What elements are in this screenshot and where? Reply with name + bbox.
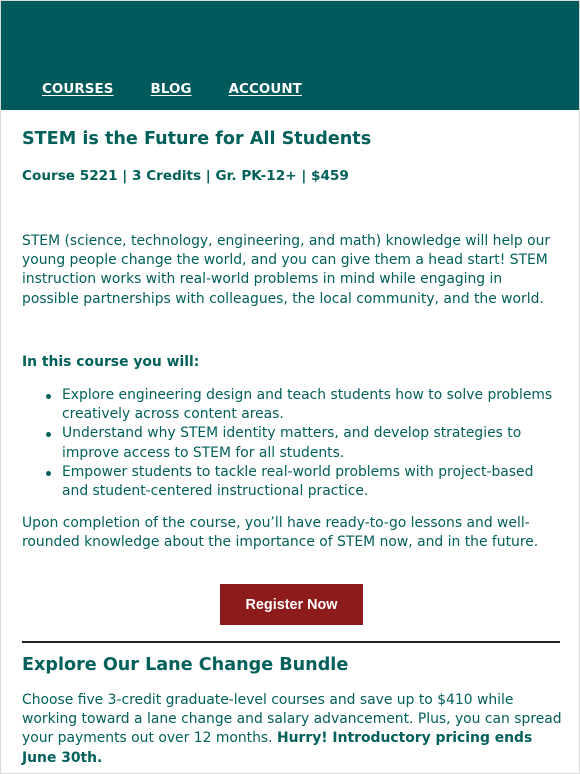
course-bullet-list	[22, 386, 560, 501]
course-subhead: In this course you will:	[22, 354, 200, 370]
nav-courses-link[interactable]: COURSES	[42, 82, 114, 97]
list-item: Empower students to tackle real-world problems with project-based and student-centered instructional practice.	[22, 463, 560, 501]
bundle-emphasis: Hurry! Introductory pricing ends June 30th.	[22, 730, 533, 766]
register-now-button[interactable]: Register Now	[220, 584, 363, 625]
nav-blog-link[interactable]: BLOG	[150, 82, 192, 97]
bundle-text	[22, 691, 562, 768]
header-bar	[1, 1, 580, 110]
list-item: Understand why STEM identity matters, and develop strategies to improve access to STEM for all students.	[22, 424, 560, 462]
main-nav	[42, 82, 302, 97]
course-outro: Upon completion of the course, you’ll have ready-to-go lessons and well-rounded knowledge about the importance of STEM now, and in the future.	[22, 515, 539, 551]
list-item: Explore engineering design and teach students how to solve problems creatively across content areas.	[22, 386, 560, 424]
bundle-body: Choose five 3-credit graduate-level courses and save up to $410 while working toward a lane change and salary advancement. Plus, you can spread your payments out over 12 months.	[22, 692, 562, 747]
bundle-title: Explore Our Lane Change Bundle	[22, 655, 349, 675]
course-meta: Course 5221 | 3 Credits | Gr. PK-12+ | $459	[22, 168, 349, 184]
nav-account-link[interactable]: ACCOUNT	[228, 82, 302, 97]
course-intro: STEM (science, technology, engineering, and math) knowledge will help our young people change the world, and you can give them a head start! STEM instruction works with real-world problems in mind while engaging in possible partnerships with colleagues, the local community, and the world.	[22, 233, 551, 307]
course-title: STEM is the Future for All Students	[22, 129, 372, 149]
section-divider	[22, 641, 560, 643]
